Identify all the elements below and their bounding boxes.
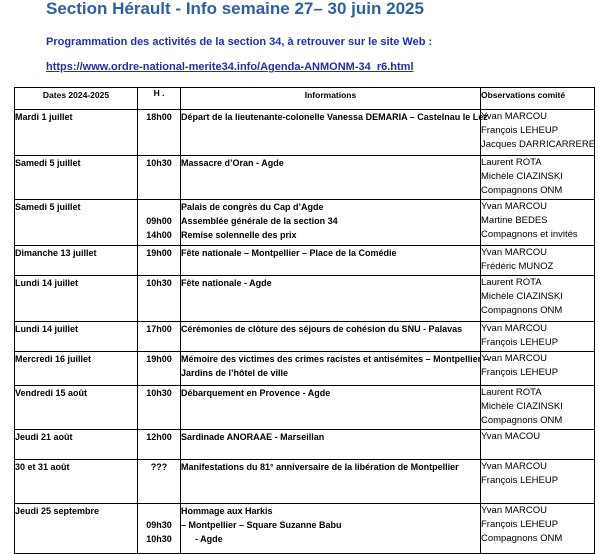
table-row: [15, 200, 595, 246]
row-heure: [138, 156, 181, 200]
row-observation-name: Yvan MARCOU: [481, 201, 547, 212]
row-observation-name: Michèle CIAZINSKI: [481, 401, 563, 412]
header-dates: Dates 2024-2025: [15, 88, 138, 110]
row-date: Lundi 14 juillet: [15, 322, 138, 352]
row-observations: [481, 460, 595, 504]
row-observations: [481, 322, 595, 352]
row-heure: [138, 246, 181, 276]
row-observation-name: Compagnons ONM: [481, 185, 563, 196]
row-heure-line: 10h30: [146, 388, 172, 398]
row-heure-line: 17h00: [146, 324, 172, 334]
row-information-line: Fête nationale - Agde: [181, 278, 272, 288]
table-row: [15, 504, 595, 554]
row-observation-name: Yvan MARCOU: [481, 247, 547, 258]
header-informations: Informations: [181, 88, 481, 110]
header-observations: Observations comité: [481, 88, 595, 110]
row-heure-line: [138, 200, 180, 214]
row-observations: [481, 504, 595, 554]
row-date: Jeudi 25 septembre: [15, 504, 138, 554]
row-information: [181, 200, 481, 246]
row-observation-name: Yvan MARCOU: [481, 353, 547, 364]
row-observation-name: Laurent ROTA: [481, 157, 542, 168]
row-observation-name: Jacques DARRICARRERE: [481, 139, 596, 150]
title-week: Info semaine 27– 30 juin 2025: [185, 0, 424, 18]
row-heure-line: 14h00: [146, 230, 172, 240]
row-information-line: Débarquement en Provence - Agde: [181, 388, 331, 398]
row-observations: [481, 200, 595, 246]
table-row: [15, 430, 595, 460]
row-observation-name: François LEHEUP: [481, 125, 559, 136]
row-information-line: Jardins de l’hôtel de ville: [181, 368, 289, 378]
row-information: [181, 246, 481, 276]
table-row: [15, 352, 595, 386]
row-observations: [481, 386, 595, 430]
row-heure: [138, 200, 181, 246]
row-heure-line: 18h00: [146, 112, 172, 122]
row-heure: [138, 504, 181, 554]
table-header-row: [15, 88, 595, 110]
row-information-line: Sardinade ANORAAE - Marseillan: [181, 432, 325, 442]
row-information: [181, 352, 489, 386]
row-observation-name: Michèle CIAZINSKI: [481, 291, 563, 302]
row-observations: [481, 110, 595, 156]
page-title: [46, 0, 424, 19]
row-heure: [138, 386, 181, 430]
table-row: [15, 460, 595, 504]
row-heure-line: 10h30: [146, 534, 172, 544]
row-date: Mercredi 16 juillet: [15, 352, 138, 386]
row-information: [181, 156, 481, 200]
row-observations: [481, 276, 595, 322]
row-information: [181, 276, 481, 322]
row-observation-name: François LEHEUP: [481, 519, 559, 530]
row-observations: [481, 352, 595, 386]
row-information-line: - Agde: [195, 534, 223, 544]
row-heure: [138, 322, 181, 352]
header-heure: H .: [138, 88, 181, 110]
row-observation-name: Compagnons et invités: [481, 229, 578, 240]
agenda-link[interactable]: https://www.ordre-national-merite34.info/Agenda-ANMONM-34_r6.html: [46, 61, 414, 73]
row-information: [181, 110, 488, 156]
subtitle: Programmation des activités de la section 34, à retrouver sur le site Web :: [46, 36, 433, 48]
row-observation-name: Yvan MARCOU: [481, 505, 547, 516]
row-information: [181, 322, 481, 352]
title-separator: -: [170, 0, 186, 18]
row-observation-name: Compagnons ONM: [481, 305, 563, 316]
row-date: Mardi 1 juillet: [15, 110, 138, 156]
row-heure-line: ???: [150, 462, 168, 472]
row-date: Dimanche 13 juillet: [15, 246, 138, 276]
row-information-line: – Montpellier – Square Suzanne Babu: [181, 520, 342, 530]
row-date: 30 et 31 août: [15, 460, 138, 504]
table-row: [15, 156, 595, 200]
row-heure-line: 12h00: [146, 432, 172, 442]
row-information: [181, 386, 481, 430]
row-heure-line: 10h30: [146, 158, 172, 168]
row-heure-line: 10h30: [146, 278, 172, 288]
row-date: Samedi 5 juillet: [15, 156, 138, 200]
row-information-line: Assemblée générale de la section 34: [181, 216, 338, 226]
table-row: [15, 322, 595, 352]
row-information: [181, 430, 481, 460]
row-observation-name: François LEHEUP: [481, 475, 559, 486]
agenda-table: [14, 87, 595, 554]
row-heure: [138, 352, 181, 386]
row-date: Lundi 14 juillet: [15, 276, 138, 322]
row-heure: [138, 276, 181, 322]
row-heure: [138, 110, 181, 156]
row-observation-name: Martine BEDES: [481, 215, 548, 226]
row-information: [181, 460, 481, 504]
table-row: [15, 110, 595, 156]
row-observation-name: Laurent ROTA: [481, 387, 542, 398]
row-observation-name: Yvan MACOU: [481, 431, 541, 442]
row-date: Samedi 5 juillet: [15, 200, 138, 246]
row-observation-name: Yvan MARCOU: [481, 111, 547, 122]
row-observation-name: Frédéric MUNOZ: [481, 261, 554, 272]
row-heure-line: 19h00: [146, 248, 172, 258]
row-heure-line: 09h30: [146, 520, 172, 530]
table-row: [15, 386, 595, 430]
row-information-line: Manifestations du 81° anniversaire de la libération de Montpellier: [181, 462, 459, 472]
row-observations: [481, 156, 595, 200]
table-row: [15, 276, 595, 322]
row-heure: [138, 460, 181, 504]
row-information-line: Départ de la lieutenante-colonelle Vanessa DEMARIA – Castelnau le Lez: [181, 112, 488, 122]
row-observation-name: Laurent ROTA: [481, 277, 542, 288]
row-observation-name: Compagnons ONM: [481, 533, 563, 544]
row-information-line: Mémoire des victimes des crimes racistes et antisémites – Montpellier –: [181, 354, 489, 364]
row-observation-name: Yvan MARCOU: [481, 323, 547, 334]
table-body: [15, 110, 595, 554]
row-heure-line: 09h00: [146, 216, 172, 226]
table-row: [15, 246, 595, 276]
row-observations: [481, 246, 595, 276]
row-observation-name: Yvan MARCOU: [481, 461, 547, 472]
row-heure: [138, 430, 181, 460]
row-information: [181, 504, 481, 554]
row-date: Jeudi 21 août: [15, 430, 138, 460]
row-heure-line: 19h00: [146, 354, 172, 364]
row-information-line: Fête nationale – Montpellier – Place de la Comédie: [181, 248, 397, 258]
row-observation-name: Michèle CIAZINSKI: [481, 171, 563, 182]
row-observation-name: François LEHEUP: [481, 337, 559, 348]
row-information-line: Massacre d’Oran - Agde: [181, 158, 284, 168]
row-information-line: Remise solennelle des prix: [181, 230, 297, 240]
row-information-line: Cérémonies de clôture des séjours de cohésion du SNU - Palavas: [181, 324, 463, 334]
row-information-line: Palais de congrès du Cap d’Agde: [181, 202, 324, 212]
row-information-line: Hommage aux Harkis: [181, 506, 273, 516]
row-date: Vendredi 15 août: [15, 386, 138, 430]
title-section: Section Hérault: [46, 0, 171, 18]
row-observation-name: François LEHEUP: [481, 367, 559, 378]
row-observation-name: Compagnons ONM: [481, 415, 563, 426]
row-heure-line: [138, 504, 180, 518]
row-observations: [481, 430, 595, 460]
